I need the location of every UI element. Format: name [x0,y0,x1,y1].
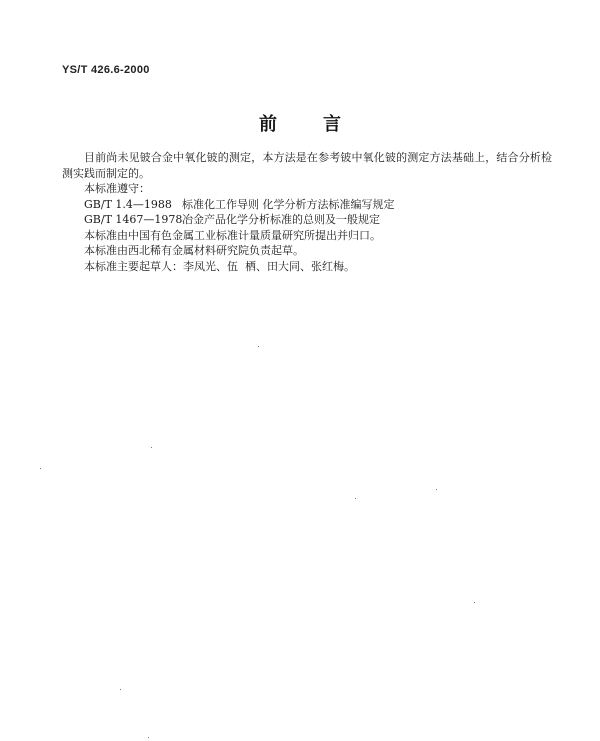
scan-speck [40,468,41,469]
scan-speck [120,689,121,690]
scan-speck [474,602,475,603]
drafters-paragraph: 本标准主要起草人：李凤光、伍 栖、田大同、张红梅。 [84,259,355,273]
standard-title: 标准化工作导则 化学分析方法标准编写规定 [182,197,395,211]
follows-paragraph: 本标准遵守： [84,182,150,195]
scan-speck [355,498,356,499]
scan-speck [151,447,152,448]
scan-speck [148,737,149,738]
scan-speck [258,346,259,347]
standard-code: GB/T 1.4—1988 [84,197,172,211]
page-title: 前言 [259,114,387,135]
standard-reference-line [62,197,552,213]
standard-title: 冶金产品化学分析标准的总则及一般规定 [182,213,380,226]
standard-code: GB/T 1467—1978 [84,213,183,226]
standard-reference-line [62,212,552,228]
proposed-by-paragraph: 本标准由中国有色金属工业标准计量质量研究所提出并归口。 [84,228,381,242]
standard-number-header: YS/T 426.6-2000 [62,64,150,76]
drafted-unit-paragraph: 本标准由西北稀有金属材料研究院负责起草。 [84,244,304,257]
intro-paragraph: 目前尚未见铍合金中氧化铍的测定，本方法是在参考铍中氧化铍的测定方法基础上，结合分析检测实践而制定的。 [62,151,552,180]
foreword-body [62,150,552,274]
scan-speck [436,489,437,490]
